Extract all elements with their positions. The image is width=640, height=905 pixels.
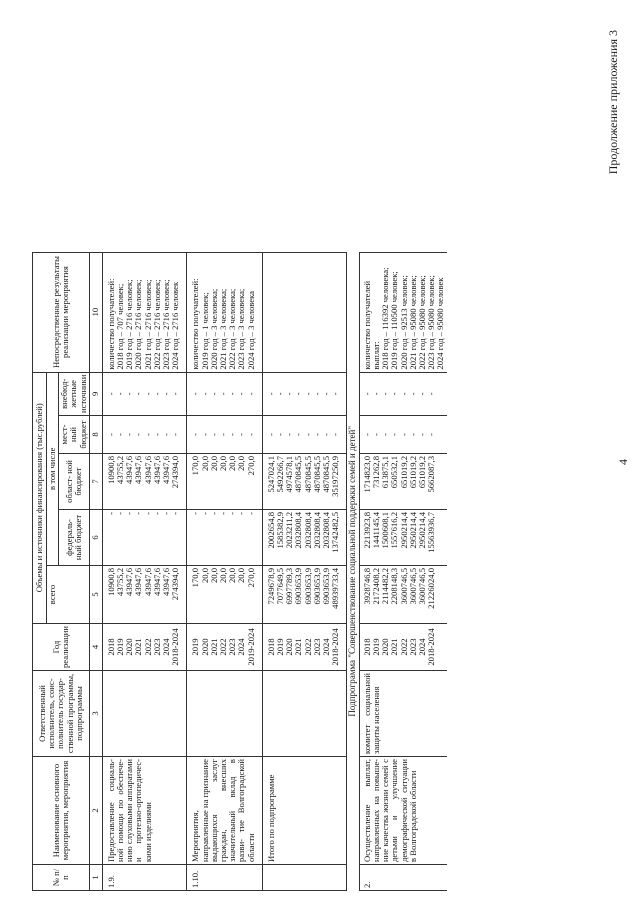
page-number: 4 bbox=[616, 459, 630, 465]
cell-line: количество получателей bbox=[361, 280, 372, 370]
cell-line: 651019,2 bbox=[416, 456, 427, 489]
table-row bbox=[187, 252, 262, 890]
row-regional bbox=[102, 454, 187, 510]
cell-line: - bbox=[190, 433, 201, 436]
cell-line: 20,0 bbox=[227, 568, 238, 584]
cell-line: 270,0 bbox=[245, 568, 256, 588]
cell-line: - bbox=[115, 512, 126, 515]
cell-line: 2022 год – 95080 человек; bbox=[416, 275, 427, 370]
cell-line: - bbox=[361, 392, 372, 396]
cell-line: - bbox=[275, 392, 286, 396]
cell-line: - bbox=[380, 392, 391, 396]
cell-line: 2022 bbox=[218, 638, 229, 656]
cell-line: 2032808,4 bbox=[302, 512, 313, 549]
cell-line: - bbox=[161, 433, 172, 436]
cell-line: - bbox=[302, 433, 313, 436]
cell-line: 4870845,5 bbox=[321, 456, 332, 493]
cell-line: - bbox=[124, 433, 135, 436]
col-num: 7 bbox=[89, 454, 102, 510]
cell-line: 1557616,2 bbox=[389, 512, 400, 549]
cell-line: 2018 год – 707 человек; bbox=[115, 283, 126, 370]
cell-line: - bbox=[151, 433, 162, 436]
cell-line: 2019 год – 110500 человек; bbox=[389, 271, 400, 370]
cell-line: 43947,6 bbox=[151, 568, 162, 596]
cell-line: 2019 bbox=[190, 638, 201, 656]
cell-line: - bbox=[218, 392, 229, 396]
cell-line: 2021 bbox=[389, 638, 400, 656]
row-executor bbox=[187, 671, 262, 757]
cell-line: - bbox=[142, 392, 153, 396]
cell-line: 170,0 bbox=[190, 456, 201, 476]
cell-text: 1.10. bbox=[190, 870, 201, 888]
col-num: 2 bbox=[89, 757, 102, 865]
col-header-year: Год реализации bbox=[33, 624, 90, 671]
cell-line: 2019-2024 bbox=[245, 628, 256, 666]
row-years bbox=[359, 624, 446, 671]
cell-line: 10900,8 bbox=[105, 456, 116, 484]
cell-line: 35197250,9 bbox=[330, 456, 341, 497]
row-local bbox=[187, 416, 262, 454]
cell-line: - bbox=[115, 392, 126, 396]
cell-line: 2020 bbox=[124, 638, 135, 656]
cell-line: 20,0 bbox=[227, 456, 238, 472]
cell-text: Осуществление выплат, направленных на повыше- ние качества жизни семей с детьми и улучшение демографической ситуации в Волгоградской области bbox=[361, 759, 418, 862]
cell-line: - bbox=[321, 433, 332, 436]
row-executor bbox=[102, 671, 187, 757]
cell-line: 274394,0 bbox=[170, 456, 181, 489]
cell-line: - bbox=[199, 433, 210, 436]
cell-line: 2950214,4 bbox=[407, 512, 418, 549]
cell-line: 4974578,1 bbox=[284, 456, 295, 493]
cell-line: - bbox=[330, 392, 341, 396]
col-num: 3 bbox=[89, 671, 102, 757]
cell-line: - bbox=[227, 433, 238, 436]
cell-line: 2019 bbox=[275, 638, 286, 656]
cell-text: Итого по подпрограмме bbox=[265, 774, 276, 862]
cell-line: 43947,6 bbox=[161, 568, 172, 596]
cell-line: 2022 год – 3 человека; bbox=[227, 288, 238, 370]
cell-line: 2021 bbox=[208, 638, 219, 656]
cell-line: - bbox=[142, 433, 153, 436]
row-results bbox=[262, 252, 347, 372]
cell-line: 43947,6 bbox=[142, 568, 153, 596]
cell-line: - bbox=[330, 433, 341, 436]
cell-line: 43755,2 bbox=[115, 456, 126, 484]
cell-line: - bbox=[245, 392, 256, 396]
table-row bbox=[102, 252, 187, 890]
col-header-incl: в том числе bbox=[47, 372, 59, 565]
cell-line: 1441145,4 bbox=[370, 512, 381, 549]
col-num: 10 bbox=[89, 252, 102, 372]
cell-line: 1585382,9 bbox=[275, 512, 286, 549]
column-number-row bbox=[89, 252, 102, 890]
col-header-results: Непосредственные результаты реализации мероприятия bbox=[33, 252, 90, 372]
cell-line: 5492266,7 bbox=[275, 456, 286, 493]
row-years bbox=[102, 624, 187, 671]
cell-line: - bbox=[245, 433, 256, 436]
cell-line: - bbox=[245, 512, 256, 515]
cell-line: 20,0 bbox=[236, 456, 247, 472]
cell-line: 2002654,8 bbox=[265, 512, 276, 549]
cell-line: - bbox=[208, 512, 219, 515]
cell-line: 2024 год – 95080 человек bbox=[435, 277, 446, 370]
cell-line: 2018-2024 bbox=[330, 628, 341, 666]
cell-line: - bbox=[190, 512, 201, 515]
row-extra bbox=[187, 372, 262, 415]
cell-line: 43947,6 bbox=[124, 568, 135, 596]
cell-line: 2023 bbox=[311, 638, 322, 656]
cell-line: 2020 год – 92513 человек; bbox=[398, 275, 409, 370]
row-regional bbox=[359, 454, 446, 510]
cell-line: 2018-2024 bbox=[426, 628, 437, 666]
cell-line: 274394,0 bbox=[170, 568, 181, 601]
cell-line: - bbox=[208, 392, 219, 396]
cell-line: - bbox=[115, 433, 126, 436]
subprogram-title: Подпрограмма "Совершенствование социальной поддержки семей и детей" bbox=[347, 426, 358, 717]
row-years bbox=[262, 624, 347, 671]
cell-line: - bbox=[170, 512, 181, 515]
row-results bbox=[359, 252, 446, 372]
cell-line: 2032808,4 bbox=[311, 512, 322, 549]
col-header-no: № п/п bbox=[33, 865, 90, 891]
cell-line: - bbox=[407, 392, 418, 396]
cell-line: 20,0 bbox=[199, 568, 210, 584]
cell-line: 2213923,8 bbox=[361, 512, 372, 549]
cell-line: - bbox=[265, 433, 276, 436]
cell-line: - bbox=[236, 512, 247, 515]
cell-line: 2172408,2 bbox=[370, 568, 381, 605]
cell-line: 2023211,2 bbox=[284, 512, 295, 549]
col-header-name: Наименование основного мероприятия, мероприятия bbox=[33, 757, 90, 865]
cell-line: 3928746,8 bbox=[361, 568, 372, 605]
table-row bbox=[359, 252, 446, 890]
cell-line: 2020 bbox=[199, 638, 210, 656]
funding-table bbox=[32, 252, 447, 891]
cell-line: 2022 bbox=[398, 638, 409, 656]
cell-line: 1714823,0 bbox=[361, 456, 372, 493]
cell-text: комитет социальной защиты населения bbox=[361, 673, 381, 754]
row-number bbox=[262, 865, 347, 891]
row-federal bbox=[187, 510, 262, 566]
cell-line: - bbox=[380, 433, 391, 436]
cell-line: - bbox=[208, 433, 219, 436]
row-name bbox=[102, 757, 187, 865]
cell-line: - bbox=[170, 433, 181, 436]
table-row bbox=[262, 252, 347, 890]
cell-line: 2023 год – 2716 человек; bbox=[161, 279, 172, 370]
cell-line: - bbox=[416, 392, 427, 396]
row-extra bbox=[262, 372, 347, 415]
cell-line: 2022 bbox=[142, 638, 153, 656]
cell-line: - bbox=[398, 433, 409, 436]
cell-line: - bbox=[161, 512, 172, 515]
cell-line: 2020 год – 3 человека; bbox=[208, 288, 219, 370]
cell-line: 4870845,5 bbox=[311, 456, 322, 493]
cell-line: 2019 bbox=[370, 638, 381, 656]
cell-line: - bbox=[284, 433, 295, 436]
row-regional bbox=[187, 454, 262, 510]
row-executor bbox=[262, 671, 347, 757]
cell-line: - bbox=[170, 392, 181, 396]
row-executor bbox=[359, 671, 446, 757]
cell-line: - bbox=[370, 433, 381, 436]
cell-line: 20,0 bbox=[218, 568, 229, 584]
cell-line: - bbox=[370, 392, 381, 396]
cell-line: - bbox=[227, 392, 238, 396]
col-header-executor: Ответственный исполнитель, соис- полнитель государ- ственной программы, подпрограммы bbox=[33, 671, 90, 757]
cell-line: 5662087,3 bbox=[426, 456, 437, 493]
cell-line: 20,0 bbox=[208, 568, 219, 584]
cell-line: - bbox=[133, 433, 144, 436]
cell-line: 3600746,5 bbox=[398, 568, 409, 605]
cell-line: 2018 bbox=[105, 638, 116, 656]
cell-line: 20,0 bbox=[199, 456, 210, 472]
cell-text: 1.9. bbox=[105, 875, 116, 888]
cell-line: - bbox=[105, 433, 116, 436]
cell-text: Мероприятия, направленные на признание выдающихся заслуг граждан, внесших значительный вклад в разви- тие Волгоградской области bbox=[190, 759, 256, 862]
col-num: 9 bbox=[89, 372, 102, 415]
cell-line: - bbox=[236, 433, 247, 436]
cell-line: - bbox=[398, 392, 409, 396]
cell-line: 2208148,3 bbox=[389, 568, 400, 605]
cell-line: - bbox=[142, 512, 153, 515]
row-local bbox=[102, 416, 187, 454]
cell-line: 2023 bbox=[151, 638, 162, 656]
cell-line: 2022 bbox=[302, 638, 313, 656]
row-extra bbox=[102, 372, 187, 415]
cell-line: - bbox=[105, 392, 116, 396]
cell-line: 43947,6 bbox=[133, 456, 144, 484]
cell-line: - bbox=[389, 392, 400, 396]
cell-line: - bbox=[151, 392, 162, 396]
cell-line: - bbox=[236, 392, 247, 396]
document-title: Продолжение приложения 3 bbox=[606, 30, 620, 175]
cell-line: 2018 bbox=[361, 638, 372, 656]
col-num: 1 bbox=[89, 865, 102, 891]
cell-line: - bbox=[227, 512, 238, 515]
row-number bbox=[359, 865, 446, 891]
cell-line: 6997789,3 bbox=[284, 568, 295, 605]
row-total bbox=[262, 566, 347, 624]
cell-line: - bbox=[105, 512, 116, 515]
cell-line: - bbox=[124, 512, 135, 515]
cell-line: 2023 bbox=[407, 638, 418, 656]
col-header-total: всего bbox=[47, 566, 90, 624]
cell-line: 43947,6 bbox=[133, 568, 144, 596]
cell-line: 2950214,4 bbox=[398, 512, 409, 549]
cell-line: 20,0 bbox=[236, 568, 247, 584]
cell-line: 2022 год – 2716 человек; bbox=[151, 279, 162, 370]
cell-line: 2032808,4 bbox=[293, 512, 304, 549]
cell-line: количество получателей: bbox=[190, 278, 201, 370]
cell-line: - bbox=[311, 433, 322, 436]
cell-line: - bbox=[389, 433, 400, 436]
cell-line: 2018 год – 116392 человека; bbox=[380, 267, 391, 370]
cell-line: 5247024,1 bbox=[265, 456, 276, 493]
cell-line: 2023 год – 3 человека; bbox=[236, 288, 247, 370]
cell-line: 15563936,7 bbox=[426, 512, 437, 553]
row-federal bbox=[102, 510, 187, 566]
cell-line: 2024 bbox=[236, 638, 247, 656]
row-extra bbox=[359, 372, 446, 415]
cell-line: - bbox=[199, 392, 210, 396]
cell-line: 2021 bbox=[293, 638, 304, 656]
cell-line: - bbox=[190, 392, 201, 396]
row-results bbox=[187, 252, 262, 372]
row-number bbox=[187, 865, 262, 891]
row-federal bbox=[359, 510, 446, 566]
cell-line: 2021 год – 95080 человек; bbox=[407, 275, 418, 370]
cell-line: 2018-2024 bbox=[170, 628, 181, 666]
row-name bbox=[187, 757, 262, 865]
cell-line: 2020 bbox=[380, 638, 391, 656]
cell-line: - bbox=[199, 512, 210, 515]
cell-line: 2023 bbox=[227, 638, 238, 656]
cell-line: - bbox=[124, 392, 135, 396]
cell-line: - bbox=[426, 392, 437, 396]
cell-line: 1500608,1 bbox=[380, 512, 391, 549]
cell-line: выплат: bbox=[370, 341, 381, 370]
cell-line: 2024 год – 3 человека bbox=[245, 291, 256, 370]
cell-line: 651019,2 bbox=[398, 456, 409, 489]
row-total bbox=[102, 566, 187, 624]
col-header-extra: внебюд- жетные источники bbox=[59, 372, 90, 415]
cell-line: 6903653,9 bbox=[321, 568, 332, 605]
col-num: 4 bbox=[89, 624, 102, 671]
col-header-federal: федераль- ный бюджет bbox=[59, 510, 90, 566]
cell-line: 650532,1 bbox=[389, 456, 400, 489]
cell-line: 4870845,5 bbox=[302, 456, 313, 493]
cell-line: - bbox=[426, 433, 437, 436]
cell-line: 6903653,9 bbox=[293, 568, 304, 605]
cell-line: 21226024,0 bbox=[426, 568, 437, 609]
cell-line: - bbox=[321, 392, 332, 396]
cell-line: 2114482,2 bbox=[380, 568, 391, 605]
cell-line: 20,0 bbox=[208, 456, 219, 472]
cell-text: 2. bbox=[361, 881, 372, 888]
cell-line: 2019 год – 1 человек; bbox=[199, 292, 210, 370]
cell-line: 43947,6 bbox=[161, 456, 172, 484]
cell-line: 43947,6 bbox=[151, 456, 162, 484]
cell-line: - bbox=[161, 392, 172, 396]
cell-line: 2950214,4 bbox=[416, 512, 427, 549]
row-local bbox=[262, 416, 347, 454]
cell-line: 10900,8 bbox=[105, 568, 116, 596]
cell-line: 2021 bbox=[133, 638, 144, 656]
row-local bbox=[359, 416, 446, 454]
cell-line: 2024 год – 2716 человек bbox=[170, 281, 181, 370]
cell-line: - bbox=[311, 392, 322, 396]
cell-line: 2019 bbox=[115, 638, 126, 656]
cell-line: 43947,6 bbox=[124, 456, 135, 484]
row-number bbox=[102, 865, 187, 891]
cell-line: количество получателей: bbox=[105, 278, 116, 370]
subprogram-row bbox=[347, 252, 359, 890]
cell-line: 2023 год – 95080 человек; bbox=[426, 275, 437, 370]
cell-line: 43755,2 bbox=[115, 568, 126, 596]
col-num: 5 bbox=[89, 566, 102, 624]
cell-line: 4870845,5 bbox=[293, 456, 304, 493]
cell-line: - bbox=[407, 433, 418, 436]
row-total bbox=[359, 566, 446, 624]
cell-line: 2020 bbox=[284, 638, 295, 656]
row-name bbox=[359, 757, 446, 865]
cell-line: - bbox=[133, 512, 144, 515]
cell-line: 2024 bbox=[161, 638, 172, 656]
cell-line: - bbox=[275, 433, 286, 436]
cell-line: - bbox=[284, 392, 295, 396]
row-results bbox=[102, 252, 187, 372]
col-header-local: мест- ный бюджет bbox=[59, 416, 90, 454]
cell-text: Предоставление социаль- ной помощи по обеспече- нию слуховыми аппаратами и протезно-ортопедичес- кими изделиями bbox=[105, 759, 153, 862]
cell-line: 270,0 bbox=[245, 456, 256, 476]
cell-line: 20,0 bbox=[218, 456, 229, 472]
cell-line: - bbox=[416, 433, 427, 436]
row-years bbox=[187, 624, 262, 671]
cell-line: 13742482,5 bbox=[330, 512, 341, 553]
cell-line: 43947,6 bbox=[142, 456, 153, 484]
cell-line: 731262,8 bbox=[370, 456, 381, 489]
cell-line: - bbox=[293, 392, 304, 396]
cell-line: 2018 bbox=[265, 638, 276, 656]
cell-line: - bbox=[293, 433, 304, 436]
row-regional bbox=[262, 454, 347, 510]
row-name bbox=[262, 757, 347, 865]
row-federal bbox=[262, 510, 347, 566]
cell-line: 2019 год – 2716 человек; bbox=[124, 279, 135, 370]
cell-line: 2021 год – 3 человека; bbox=[218, 288, 229, 370]
col-header-regional: област- ной бюджет bbox=[59, 454, 90, 510]
cell-line: - bbox=[302, 392, 313, 396]
cell-line: - bbox=[218, 512, 229, 515]
cell-line: - bbox=[361, 433, 372, 436]
cell-line: 613875,1 bbox=[380, 456, 391, 489]
cell-line: 6903653,9 bbox=[311, 568, 322, 605]
cell-line: 2020 год – 2716 человек; bbox=[133, 279, 144, 370]
cell-line: 7249678,9 bbox=[265, 568, 276, 605]
cell-line: 3600746,5 bbox=[407, 568, 418, 605]
cell-line: 2024 bbox=[321, 638, 332, 656]
cell-line: 7077649,5 bbox=[275, 568, 286, 605]
cell-line: 6903653,9 bbox=[302, 568, 313, 605]
cell-line: 48939733,4 bbox=[330, 568, 341, 609]
col-header-funding: Объемы и источники финансирования (тыс.рублей) bbox=[33, 372, 47, 623]
cell-line: 2032808,4 bbox=[321, 512, 332, 549]
cell-line: 170,0 bbox=[190, 568, 201, 588]
cell-line: - bbox=[151, 512, 162, 515]
cell-line: - bbox=[218, 433, 229, 436]
col-num: 6 bbox=[89, 510, 102, 566]
col-num: 8 bbox=[89, 416, 102, 454]
cell-line: - bbox=[133, 392, 144, 396]
cell-line: 2021 год – 2716 человек; bbox=[142, 279, 153, 370]
cell-line: 651019,2 bbox=[407, 456, 418, 489]
row-total bbox=[187, 566, 262, 624]
cell-line: - bbox=[265, 392, 276, 396]
cell-line: 2024 bbox=[416, 638, 427, 656]
cell-line: 3600746,5 bbox=[416, 568, 427, 605]
